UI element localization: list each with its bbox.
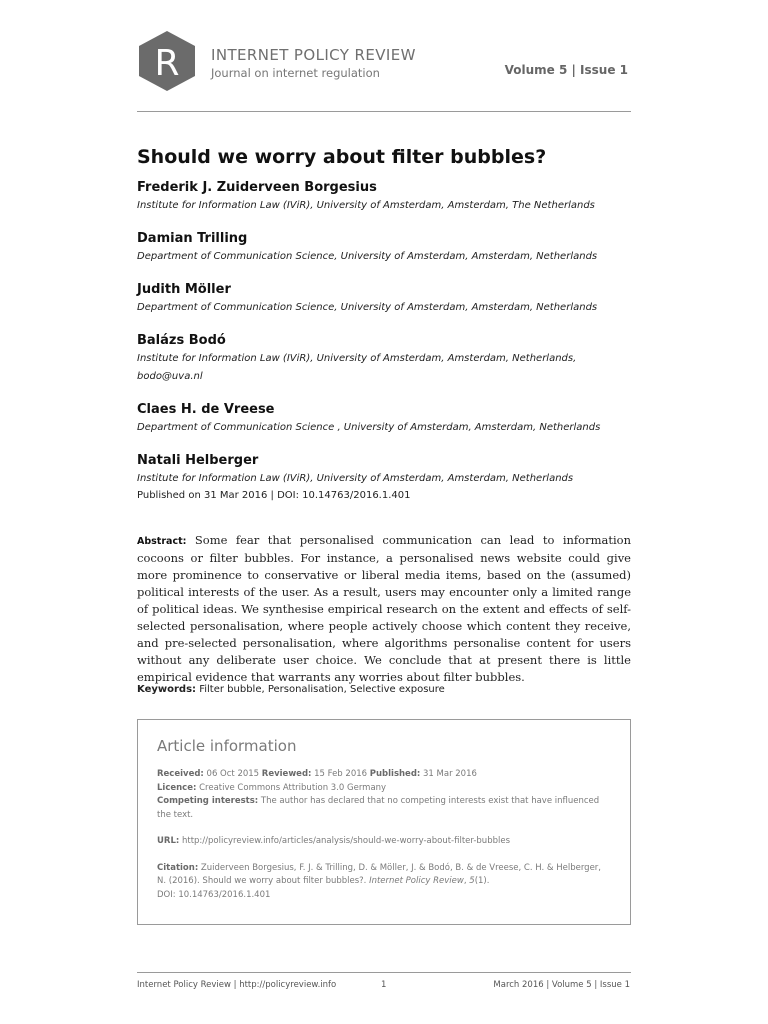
- citation-volume: 5: [469, 876, 475, 886]
- published-label: Published:: [369, 769, 421, 779]
- received-label: Received:: [157, 769, 204, 779]
- article-info-heading: Article information: [157, 737, 297, 755]
- doi-label: DOI:: [157, 889, 176, 900]
- licence-label: Licence:: [157, 782, 197, 793]
- competing-interests-label: Competing interests:: [157, 796, 259, 806]
- page-number: 1: [381, 980, 387, 990]
- dates-line: [157, 768, 607, 782]
- citation-label: Citation:: [157, 862, 199, 873]
- author-entry: [137, 231, 631, 265]
- received-date: 06 Oct 2015: [206, 769, 260, 779]
- citation-text: Zuiderveen Borgesius, F. J. & Trilling, D. & Möller, J. & Bodó, B. & de Vreese, C. H. & Helberger, N. (2016). Should we worry about filter bubbles?.: [157, 862, 602, 886]
- keywords-text: Filter bubble, Personalisation, Selective exposure: [199, 684, 445, 695]
- author-name: Damian Trilling: [137, 231, 248, 246]
- citation-journal: Internet Policy Review: [369, 876, 464, 886]
- keywords: [137, 684, 445, 695]
- article-title: Should we worry about filter bubbles?: [137, 146, 547, 168]
- author-entry: [137, 402, 631, 436]
- citation-line: Citation: Zuiderveen Borgesius, F. J. & Trilling, D. & Möller, J. & Bodó, B. & de Vreese, C. H. & Helberger, N. (2016). Should we worry about filter bubbles?. Internet Policy Review, 5(1).: [157, 862, 602, 886]
- author-entry: [137, 180, 631, 214]
- author-entry: [137, 453, 631, 487]
- doi-value[interactable]: 10.14763/2016.1.401: [178, 889, 271, 900]
- author-name: Claes H. de Vreese: [137, 402, 275, 417]
- author-affiliation: Department of Communication Science , University of Amsterdam, Amsterdam, Netherlands: [137, 422, 601, 433]
- reviewed-label: Reviewed:: [261, 769, 312, 779]
- footer-divider: [137, 972, 631, 973]
- author-affiliation: Department of Communication Science, University of Amsterdam, Amsterdam, Netherlands: [137, 302, 598, 313]
- abstract: [137, 532, 631, 686]
- url-line: [157, 835, 607, 849]
- journal-subtitle: Journal on internet regulation: [211, 66, 380, 80]
- article-url[interactable]: http://policyreview.info/articles/analysis/should-we-worry-about-filter-bubbles: [181, 836, 510, 846]
- abstract-text: Some fear that personalised communication can lead to information cocoons or filter bubbles. For instance, a personalised news website could give more prominence to conservative or liberal media items, based on the (assumed) political interests of the user. As a result, users may encounter only a limited range of political ideas. We synthesise empirical research on the extent and effects of self-selected personalisation, where people actively choose which content they receive, and pre-selected personalisation, where algorithms personalise content for users without any deliberate user choice. We conclude that at present there is little empirical evidence that warrants any worries about filter bubbles.: [137, 533, 631, 684]
- author-name: Judith Möller: [137, 282, 231, 297]
- journal-name: INTERNET POLICY REVIEW: [211, 46, 416, 64]
- author-entry: [137, 282, 631, 316]
- competing-interests-text: The author has declared that no competing interests exist that have influenced the text.: [157, 796, 600, 820]
- competing-interests-line: [157, 795, 607, 822]
- reviewed-date: 15 Feb 2016: [314, 769, 368, 779]
- author-email[interactable]: bodo@uva.nl: [137, 371, 203, 382]
- author-name: Frederik J. Zuiderveen Borgesius: [137, 180, 377, 195]
- author-affiliation: Department of Communication Science, University of Amsterdam, Amsterdam, Netherlands: [137, 251, 598, 262]
- author-name: Balázs Bodó: [137, 333, 226, 348]
- url-label: URL:: [157, 836, 180, 846]
- author-entry: [137, 333, 631, 385]
- author-affiliation: Institute for Information Law (IViR), University of Amsterdam, Amsterdam, Netherlands: [137, 473, 574, 484]
- svg-text:R: R: [154, 43, 180, 84]
- licence-text[interactable]: Creative Commons Attribution 3.0 Germany: [199, 782, 387, 793]
- abstract-label: Abstract:: [137, 536, 187, 547]
- doi-line: [157, 889, 607, 903]
- footer-journal-link: Internet Policy Review | http://policyreview.info: [137, 980, 337, 990]
- journal-logo: [138, 30, 196, 92]
- author-affiliation: Institute for Information Law (IViR), University of Amsterdam, Amsterdam, The Netherlands: [137, 200, 595, 211]
- footer-issue-date: March 2016 | Volume 5 | Issue 1: [493, 980, 630, 990]
- volume-issue: Volume 5 | Issue 1: [504, 63, 628, 77]
- citation-issue: (1).: [474, 876, 490, 886]
- header-divider: [137, 111, 631, 112]
- published-date: 31 Mar 2016: [423, 769, 477, 779]
- licence-line: [157, 782, 607, 796]
- keywords-label: Keywords:: [137, 684, 197, 695]
- author-list: [137, 180, 631, 504]
- publication-info: Published on 31 Mar 2016 | DOI: 10.14763/2016.1.401: [137, 490, 411, 501]
- author-name: Natali Helberger: [137, 453, 259, 468]
- article-info-box: [137, 719, 631, 925]
- author-affiliation: Institute for Information Law (IViR), University of Amsterdam, Amsterdam, Netherlands,: [137, 353, 577, 364]
- article-info-body: [157, 768, 607, 902]
